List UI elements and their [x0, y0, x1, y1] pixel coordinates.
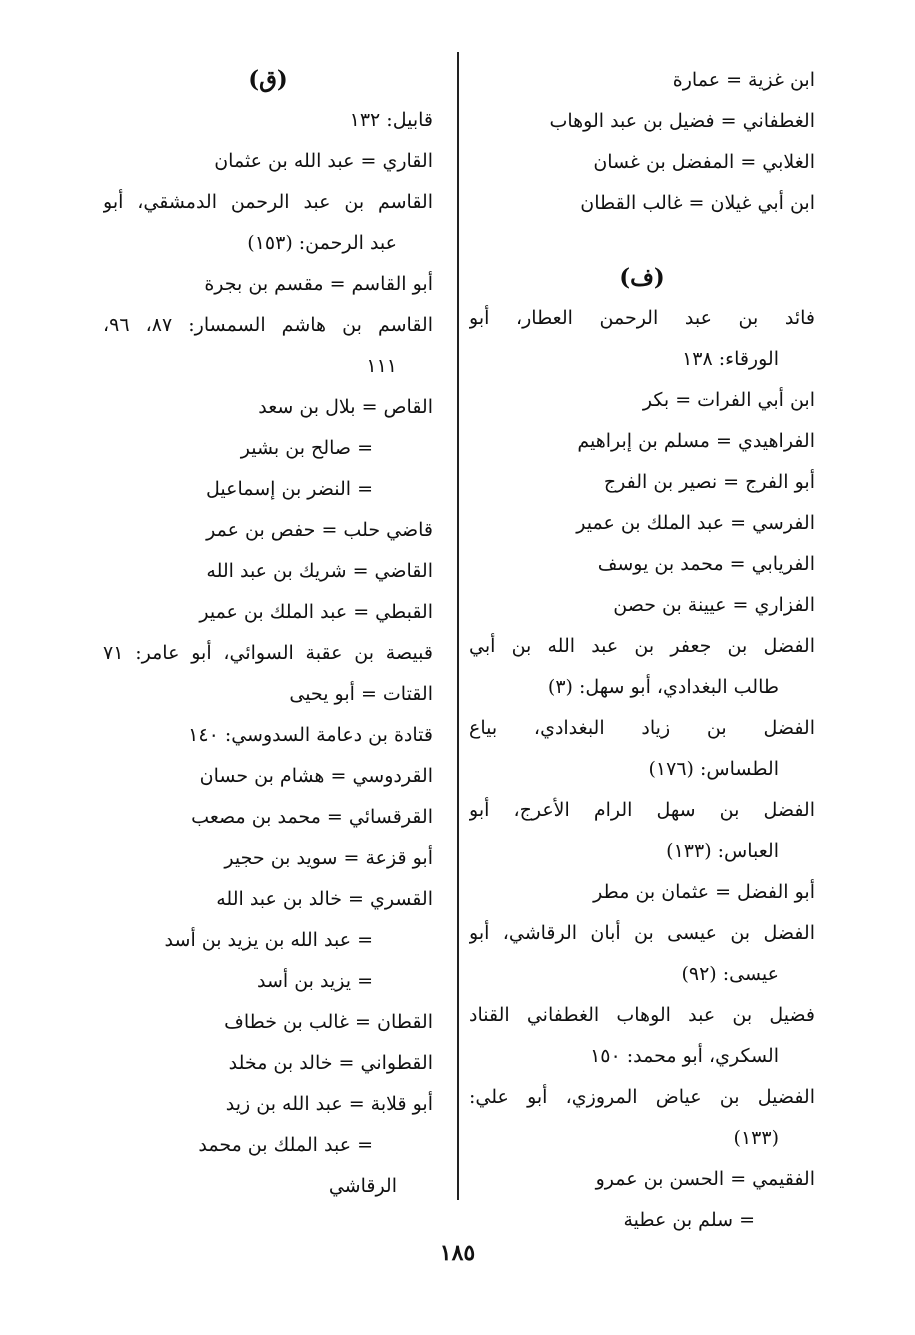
- index-entry: فضيل بن عبد الوهاب الغطفاني القناد: [469, 1004, 815, 1026]
- index-entry: القاسم بن هاشم السمسار: ٨٧، ٩٦،: [103, 314, 433, 336]
- index-entry: القسري = خالد بن عبد الله: [216, 888, 433, 910]
- index-entry: القردوسي = هشام بن حسان: [199, 765, 433, 787]
- index-entry: القاص = بلال بن سعد: [258, 396, 433, 418]
- index-entry: الفرسي = عبد الملك بن عمير: [576, 512, 815, 534]
- index-entry-continuation: الطساس: (١٧٦): [648, 758, 779, 780]
- index-entry: قابيل: ١٣٢: [349, 109, 433, 131]
- index-entry: القرقسائي = محمد بن مصعب: [191, 806, 433, 828]
- index-entry: أبو الفضل = عثمان بن مطر: [593, 881, 815, 903]
- index-entry: أبو الفرج = نصير بن الفرج: [603, 471, 815, 493]
- index-entry: أبو قلابة = عبد الله بن زيد: [225, 1093, 433, 1115]
- index-entry-continuation: الورقاء: ١٣٨: [682, 348, 779, 370]
- index-entry-alias: = صالح بن بشير: [240, 437, 373, 459]
- index-entry-alias: = النضر بن إسماعيل: [206, 478, 373, 500]
- index-entry: الفضيل بن عياض المروزي، أبو علي:: [469, 1086, 815, 1108]
- index-entry: القتات = أبو يحيى: [289, 683, 433, 705]
- index-entry: القاسم بن عبد الرحمن الدمشقي، أبو: [103, 191, 433, 213]
- index-entry: القبطي = عبد الملك بن عمير: [199, 601, 433, 623]
- index-entry: ابن أبي غيلان = غالب القطان: [580, 192, 815, 214]
- index-entry: الفزاري = عيينة بن حصن: [613, 594, 815, 616]
- index-entry: الفراهيدي = مسلم بن إبراهيم: [577, 430, 815, 452]
- section-heading-qaf: (ق): [248, 66, 288, 93]
- index-entry-continuation: عيسى: (٩٢): [681, 963, 779, 985]
- index-entry: الفضل بن جعفر بن عبد الله بن أبي: [469, 635, 815, 657]
- index-entry: قتادة بن دعامة السدوسي: ١٤٠: [188, 724, 433, 746]
- index-entry: الغلابي = المفضل بن غسان: [593, 151, 815, 173]
- index-entry: القاضي = شريك بن عبد الله: [206, 560, 433, 582]
- index-entry: أبو قزعة = سويد بن حجير: [224, 847, 433, 869]
- index-entry-continuation: ١١١: [366, 355, 397, 377]
- index-entry: الفقيمي = الحسن بن عمرو: [595, 1168, 815, 1190]
- index-entry: الغطفاني = فضيل بن عبد الوهاب: [549, 110, 815, 132]
- right-column: [469, 60, 815, 1241]
- index-entry-alias: = عبد الملك بن محمد: [198, 1134, 373, 1156]
- index-entry-continuation: السكري، أبو محمد: ١٥٠: [590, 1045, 779, 1067]
- index-entry-continuation: عبد الرحمن: (١٥٣): [247, 232, 397, 254]
- left-column: [103, 60, 433, 1207]
- column-divider: [457, 52, 459, 1200]
- index-entry-continuation: العباس: (١٣٣): [666, 840, 779, 862]
- index-entry: ابن أبي الفرات = بكر: [642, 389, 815, 411]
- index-entry: القطواني = خالد بن مخلد: [228, 1052, 433, 1074]
- index-entry-alias: = يزيد بن أسد: [257, 970, 373, 992]
- index-entry: الفضل بن سهل الرام الأعرج، أبو: [469, 799, 815, 821]
- index-entry-continuation: (١٣٣): [733, 1127, 779, 1149]
- index-entry: أبو القاسم = مقسم بن بجرة: [204, 273, 433, 295]
- index-entry: القطان = غالب بن خطاف: [224, 1011, 433, 1033]
- index-entry-continuation: الرقاشي: [328, 1175, 397, 1197]
- page-number: ١٨٥: [439, 1240, 476, 1266]
- index-entry: فائد بن عبد الرحمن العطار، أبو: [469, 307, 815, 329]
- index-entry: ابن غزية = عمارة: [672, 69, 815, 91]
- index-entry: الفضل بن عيسى بن أبان الرقاشي، أبو: [469, 922, 815, 944]
- index-entry-alias: = عبد الله بن يزيد بن أسد: [164, 929, 373, 951]
- index-entry-alias: = سلم بن عطية: [623, 1209, 755, 1231]
- index-entry-continuation: طالب البغدادي، أبو سهل: (٣): [547, 676, 779, 698]
- index-entry: الفضل بن زياد البغدادي، بياع: [469, 717, 815, 739]
- index-entry: الفريابي = محمد بن يوسف: [597, 553, 815, 575]
- section-heading-fa: (ف): [619, 264, 665, 291]
- index-entry: قاضي حلب = حفص بن عمر: [206, 519, 433, 541]
- index-entry: القاري = عبد الله بن عثمان: [214, 150, 433, 172]
- index-entry: قبيصة بن عقبة السوائي، أبو عامر: ٧١: [103, 642, 433, 664]
